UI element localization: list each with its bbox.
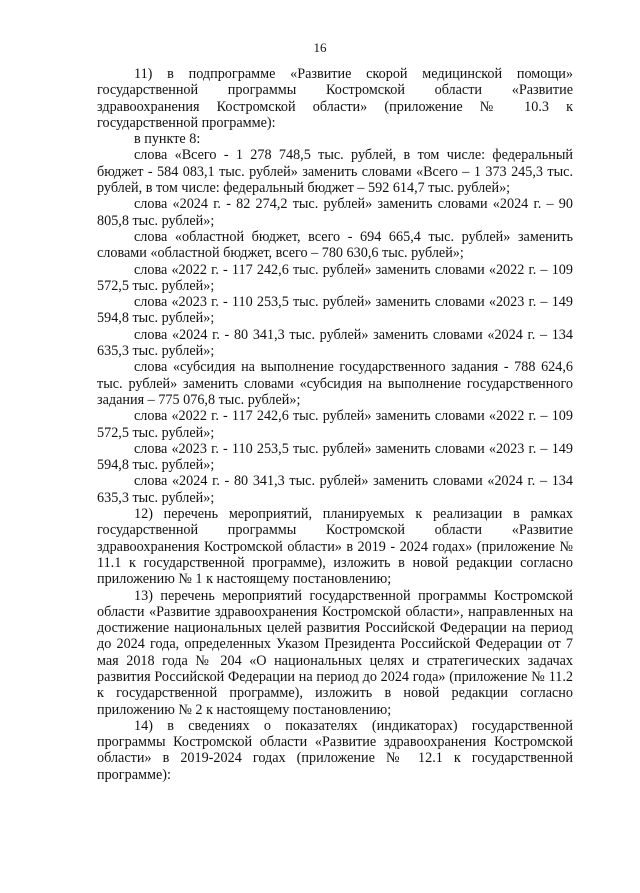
paragraph-2023-regional: слова «2023 г. - 110 253,5 тыс. рублей» заменить словами «2023 г. – 149 594,8 тыс. рублей»; [97,294,573,327]
paragraph-2022-subsidy: слова «2022 г. - 117 242,6 тыс. рублей» заменить словами «2022 г. – 109 572,5 тыс. рублей»; [97,408,573,441]
paragraph-2022-regional: слова «2022 г. - 117 242,6 тыс. рублей» заменить словами «2022 г. – 109 572,5 тыс. рублей»; [97,261,573,294]
paragraph-regional-total: слова «областной бюджет, всего - 694 665,4 тыс. рублей» заменить словами «областной бюджет, всего – 780 630,6 тыс. рублей»; [97,228,573,262]
paragraph-item-13: 13) перечень мероприятий государственной программы Костромской области «Развитие здравоохранения Костромской области», направленных на достижение национальных целей развития Российской Федерации на период до 2024 года, определенных Указом Президента Российской Федерации от 7 мая 2018 года № 204 «О национальных целях и стратегических задачах развития Российской Федерации на период до 2024 года» (приложение № 11.2 к государственной программе), изложить в новой редакции согласно приложению № 2 к настоящему постановлению; [97,587,573,718]
paragraph-item-14: 14) в сведениях о показателях (индикаторах) государственной программы Костромской области «Развитие здравоохранения Костромской области» в 2019-2024 годах (приложение № 12.1 к государственной программе): [97,717,573,783]
paragraph-2024-regional: слова «2024 г. - 80 341,3 тыс. рублей» заменить словами «2024 г. – 134 635,3 тыс. рублей»; [97,326,573,360]
paragraph-total: слова «Всего - 1 278 748,5 тыс. рублей, в том числе: федеральный бюджет - 584 083,1 тыс. рублей» заменить словами «Всего – 1 373 245,3 тыс. рублей, в том числе: федеральный бюджет – 592 614,7 тыс. рублей»; [97,147,573,197]
document-body [97,66,573,783]
paragraph-2024-federal: слова «2024 г. - 82 274,2 тыс. рублей» заменить словами «2024 г. – 90 805,8 тыс. рублей»; [97,196,573,229]
page-number: 16 [313,40,327,55]
paragraph-item-12: 12) перечень мероприятий, планируемых к реализации в рамках государственной программы Костромской области «Развитие здравоохранения Костромской области» в 2019 - 2024 годах» (приложение № 11.1 к государственной программе), изложить в новой редакции согласно приложению № 1 к настоящему постановлению; [97,506,573,588]
paragraph-point-8: в пункте 8: [134,131,201,148]
paragraph-2023-subsidy: слова «2023 г. - 110 253,5 тыс. рублей» заменить словами «2023 г. – 149 594,8 тыс. рублей»; [97,440,573,474]
paragraph-2024-subsidy: слова «2024 г. - 80 341,3 тыс. рублей» заменить словами «2024 г. – 134 635,3 тыс. рублей»; [97,473,573,506]
paragraph-subsidy-total: слова «субсидия на выполнение государственного задания - 788 624,6 тыс. рублей» заменить словами «субсидия на выполнение государственного задания – 775 076,8 тыс. рублей»; [97,359,573,408]
paragraph-item-11: 11) в подпрограмме «Развитие скорой медицинской помощи» государственной программы Костромской области «Развитие здравоохранения Костромской области» (приложение № 10.3 к государственной программе): [97,66,573,131]
